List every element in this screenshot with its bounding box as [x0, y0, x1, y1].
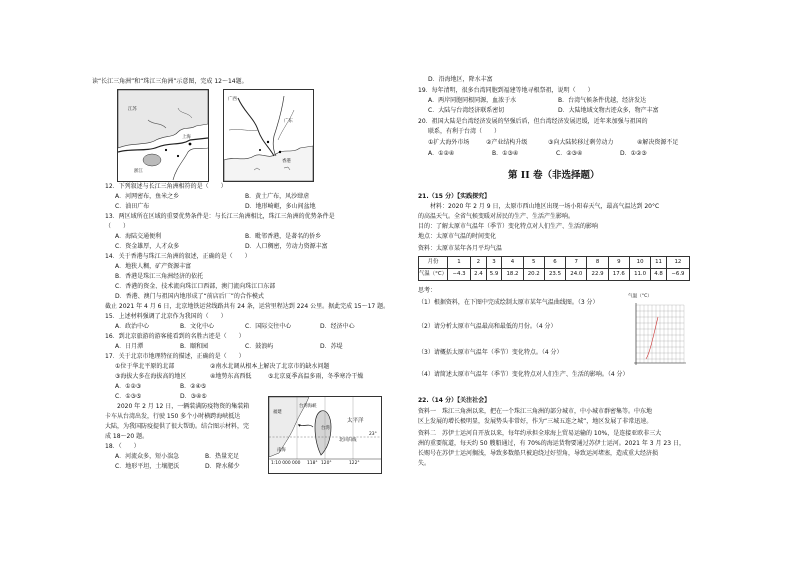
q16-opt-c: C．鼓浪屿	[245, 343, 274, 350]
q18-opt-d: D．降水稀少	[205, 463, 240, 470]
q21-sub3: （3）请概括太原市气温年（季节）变化特点。（4 分）	[418, 349, 563, 356]
q14-opt-a: A．地狭人稠，矿产资源丰富	[115, 263, 192, 270]
table-cell: 4	[502, 257, 523, 269]
map-a-label-jiangsu: 江苏	[128, 107, 137, 112]
table-cell: 11	[651, 257, 667, 269]
q12-text: 12．下列叙述与长江三角洲相符的是（ ）	[105, 183, 227, 190]
q19-opt-a: A．两岸同胞同根同源，血浓于水	[428, 97, 517, 104]
q15-text: 15．上述材料强调了北京作为我国的（ ）	[105, 313, 227, 320]
table-cell: 24.0	[566, 269, 587, 281]
table-cell: 7	[566, 257, 587, 269]
q13-paren: （ ）	[105, 223, 130, 230]
q20-item-3: ③向大陆转移过剩劳动力	[548, 139, 614, 146]
temperature-table	[418, 256, 690, 281]
q20-item-4: ④解决资源不足	[637, 139, 679, 146]
q18-text: 18．（ ）	[105, 443, 140, 450]
table-cell: 5.9	[486, 269, 502, 281]
q21-material-line1: 材料：2020 年 2 月 9 日，太原市西山地区出现一场小阳春天气，最高气温达到 20°C	[418, 203, 660, 210]
q19-opt-c: C．大陆与台湾经济联系密切	[428, 107, 505, 114]
q17-ans-b: B．②④⑤	[180, 383, 207, 390]
intro-18-20-line2: 卡车从台湾出发，行驶 150 多个小时横跨海峡抵达	[105, 413, 241, 420]
intro-12-14: 读“长江三角洲”和“珠江三角洲”示意图，完成 12～14题。	[92, 78, 248, 85]
q13-opt-b: B．毗邻香港，是著名的侨乡	[245, 233, 322, 240]
q15-opt-a: A．政治中心	[115, 323, 150, 330]
table-header-label: 月份	[419, 257, 448, 269]
q16-opt-d: D．苏堤	[320, 343, 343, 350]
q18-opt-b: B．热量充足	[205, 453, 240, 460]
graph-ylabel: 气温（°C）	[628, 294, 652, 299]
q20-item-1: ①扩大海外市场	[428, 139, 470, 146]
q16-opt-a: A．日月潭	[115, 343, 144, 350]
q13-text: 13．两区域所在区域的重要优势条件是：与长江三角洲相比，珠江三角洲的优势条件是	[105, 213, 335, 220]
q17-ans-a: A．①②③	[115, 383, 142, 390]
taiwan-map-lat-23: 23°	[369, 432, 377, 437]
table-cell: 17.6	[608, 269, 629, 281]
taiwan-map-lon-122: 122°	[349, 461, 360, 466]
q20-ans-d: D．①②③	[620, 150, 647, 157]
table-cell: 2.4	[471, 269, 487, 281]
q14-opt-c: C．香港的资金、技术流向珠江口西部，澳门流向珠江口东部	[115, 283, 276, 290]
q12-opt-a: A．河网密布，鱼米之乡	[115, 193, 180, 200]
q19-text: 19．每年清明，很多台湾同胞到福建等地寻根祭祖，说明（ ）	[418, 87, 594, 94]
taiwan-map-lon-120: 120°	[321, 461, 332, 466]
table-cell: 18.2	[502, 269, 523, 281]
table-cell: 20.2	[523, 269, 544, 281]
q13-opt-a: A．海陆交通便利	[115, 233, 162, 240]
q22-heading: 22.（14 分）【关注社会】	[418, 397, 491, 404]
q20-text-b: 联系，有利于台湾（ ）	[428, 128, 501, 135]
table-cell: 9	[608, 257, 629, 269]
q19-opt-b: B．台湾气候条件优越，经济发达	[558, 97, 647, 104]
q18-opt-a: A．河流众多，短小湍急	[115, 453, 180, 460]
q21-heading: 21.（15 分）【实践探究】	[418, 193, 491, 200]
taiwan-map-lon-118: 118°	[307, 461, 318, 466]
q16-text: 16．到北京旅游的游客能看到的名胜古迹是（ ）	[105, 333, 245, 340]
q14-opt-d: D．香港、澳门与祖国内地形成了“前店后厂”的合作模式	[115, 293, 264, 300]
q15-opt-c: C．国际交往中心	[245, 323, 292, 330]
q18-opt-c: C．地形平坦，土壤肥沃	[115, 463, 180, 470]
q17-item-2: ②南水北调从根本上解决了北京市的缺水问题	[210, 363, 330, 370]
q21-sub2: （2）请分析太原市气温最高和最低的月份。（4 分）	[418, 323, 557, 330]
intro-18-20-line1: 2020 年 2 月 12 日，一辆装满防疫物资的集装箱	[105, 403, 250, 410]
taiwan-strait-map	[268, 396, 382, 474]
q22-m2-line3: 长赐号在苏伊士运河搁浅，导致多数船只被迫绕过好望角，导致运河堵塞，造成重大经济损	[418, 450, 659, 457]
table-cell: 23.5	[544, 269, 565, 281]
map-b-label-hongkong: 香港	[282, 159, 291, 164]
temperature-grid-graph	[630, 303, 688, 369]
q19-opt-d: D．大陆地域文物古迹众多，物产丰富	[558, 107, 659, 114]
table-cell: 1	[448, 257, 471, 269]
q13-opt-c: C．资金雄厚，人才众多	[115, 243, 180, 250]
part2-title: 第 II 卷（非选择题）	[508, 170, 600, 181]
yangtze-map-svg	[118, 90, 208, 181]
pearl-map-svg	[224, 90, 313, 181]
map-b-label-guangdong: 广东	[284, 119, 293, 124]
q16-opt-b: B．颐和园	[180, 343, 209, 350]
q22-m2-line1: 资料二 苏伊士运河自开放以来，每年约承担全球海上贸易运输的 10%，是连接亚欧非三大	[418, 430, 662, 437]
q17-text: 17．关于北京市地理特征的描述，正确的是（ ）	[105, 353, 245, 360]
map-a-label-zhejiang: 浙江	[134, 169, 143, 174]
q17-ans-d: D．③④⑤	[180, 393, 207, 400]
map-a-label-shanghai: 上海	[182, 135, 191, 140]
think-label: 思考：	[418, 287, 437, 294]
taiwan-map-label-taiwan: 台湾	[321, 426, 330, 431]
q21-material-line2: 的高温天气。全省气候变暖对居民的生产、生活产生影响。	[418, 213, 575, 220]
q22-m2-line4: 失。	[418, 460, 431, 467]
table-cell: 22.9	[587, 269, 608, 281]
q20-ans-c: C．②③④	[556, 150, 583, 157]
pearl-delta-map	[223, 89, 314, 182]
q22-m1-line1: 资料一 珠江三角洲以来，把在一个珠江三角洲的部分城市，中小城市群密集等。中东地	[418, 408, 653, 415]
taiwan-map-label-fujian: 福建	[273, 410, 282, 415]
table-cell: 3	[486, 257, 502, 269]
table-cell: −6.9	[666, 269, 689, 281]
intro-15-17: 截止 2021 年 4 月 6 日，北京地铁运营线路共有 24 条，运营里程达到 224 公里。据此完成 15～17 题。	[105, 303, 390, 310]
q20-text: 20．祖国大陆是台湾经济发展的坚强后盾，但台湾经济发展迟缓，近年来加强与祖国的	[418, 118, 648, 125]
q17-item-4: ④地势东高西低	[210, 373, 252, 380]
q21-sub4: （4）请简述太原市气温年（季节）变化特点对人们生产、生活的影响。（4 分）	[418, 371, 629, 378]
q15-opt-b: B．文化中心	[180, 323, 215, 330]
q17-item-5: ⑤北京夏季高温多雨，冬季寒冷干燥	[268, 373, 364, 380]
q20-ans-a: A．①②④	[428, 150, 455, 157]
q20-item-2: ②产业结构升级	[486, 139, 528, 146]
q17-item-1: ①位于华北平原的北部	[115, 363, 175, 370]
q18-d-continuation: D．沿海地区，降水丰富	[428, 76, 493, 83]
q22-m2-line2: 洲的重要航道，每天约 50 艘船通过，有 70%的海运货物要通过苏伊士运河。2021 年 3 月 23 日，	[418, 440, 685, 447]
q21-goal: 目的：了解太原市气温年（季节）变化特点对人们生产、生活的影响	[418, 223, 599, 230]
q12-opt-b: B．黄土广布，风沙肆虐	[245, 193, 310, 200]
q22-m1-line2: 区上发展的增长极明显，发展势头非常好，作为“三城五连之城”，地区发展了非常迅速。	[418, 418, 653, 425]
taiwan-map-label-tropic: 北回归线	[339, 438, 357, 443]
q13-opt-d: D．人口稠密，劳动力资源丰富	[245, 243, 328, 250]
table-row-label: 气温（°C）	[419, 269, 448, 281]
table-cell: 6	[544, 257, 565, 269]
taiwan-map-scale: 1:10 000 000	[271, 461, 301, 466]
table-cell: −4.3	[448, 269, 471, 281]
taiwan-map-label-strait: 台湾海峡	[299, 404, 317, 409]
q14-opt-b: B．香港是珠江三角洲经济的依托	[115, 273, 204, 280]
q21-sub1: （1）根据资料，在下图中完成绘制太原市某年气温曲线图。（3 分）	[418, 299, 599, 306]
yangtze-delta-map	[117, 89, 209, 182]
table-cell: 11.0	[629, 269, 650, 281]
intro-18-20-line3: 大陆，为我国防疫提供了很大帮助。结合图示材料，完	[105, 423, 250, 430]
table-row-temps	[419, 269, 690, 281]
table-cell: 4.8	[651, 269, 667, 281]
table-row-months	[419, 257, 690, 269]
intro-18-20-line4: 成 18～20 题。	[105, 433, 149, 440]
table-cell: 5	[523, 257, 544, 269]
q14-text: 14．关于香港与珠江三角洲的叙述，正确的是（ ）	[105, 253, 251, 260]
map-b-label-guangxi: 广西	[228, 97, 237, 102]
q12-opt-c: C．油田广布	[115, 203, 150, 210]
q15-opt-d: D．经济中心	[320, 323, 355, 330]
table-cell: 8	[587, 257, 608, 269]
q21-place: 地点：太原市气温的时间变化	[418, 233, 497, 240]
table-cell: 2	[471, 257, 487, 269]
q17-ans-c: C．①③⑤	[115, 393, 142, 400]
table-cell: 10	[629, 257, 650, 269]
taiwan-map-label-southsea: 南海	[277, 448, 286, 453]
taiwan-map-label-pacific: 太平洋	[347, 418, 364, 424]
q17-item-3: ③海拔大多在海拔高的地区	[115, 373, 187, 380]
table-cell: 12	[666, 257, 689, 269]
q12-opt-d: D．地形崎岖，多山间盆地	[245, 203, 316, 210]
q21-data-title: 资料：太原市某年各月平均气温	[418, 245, 503, 252]
q20-ans-b: B．①③④	[492, 150, 519, 157]
